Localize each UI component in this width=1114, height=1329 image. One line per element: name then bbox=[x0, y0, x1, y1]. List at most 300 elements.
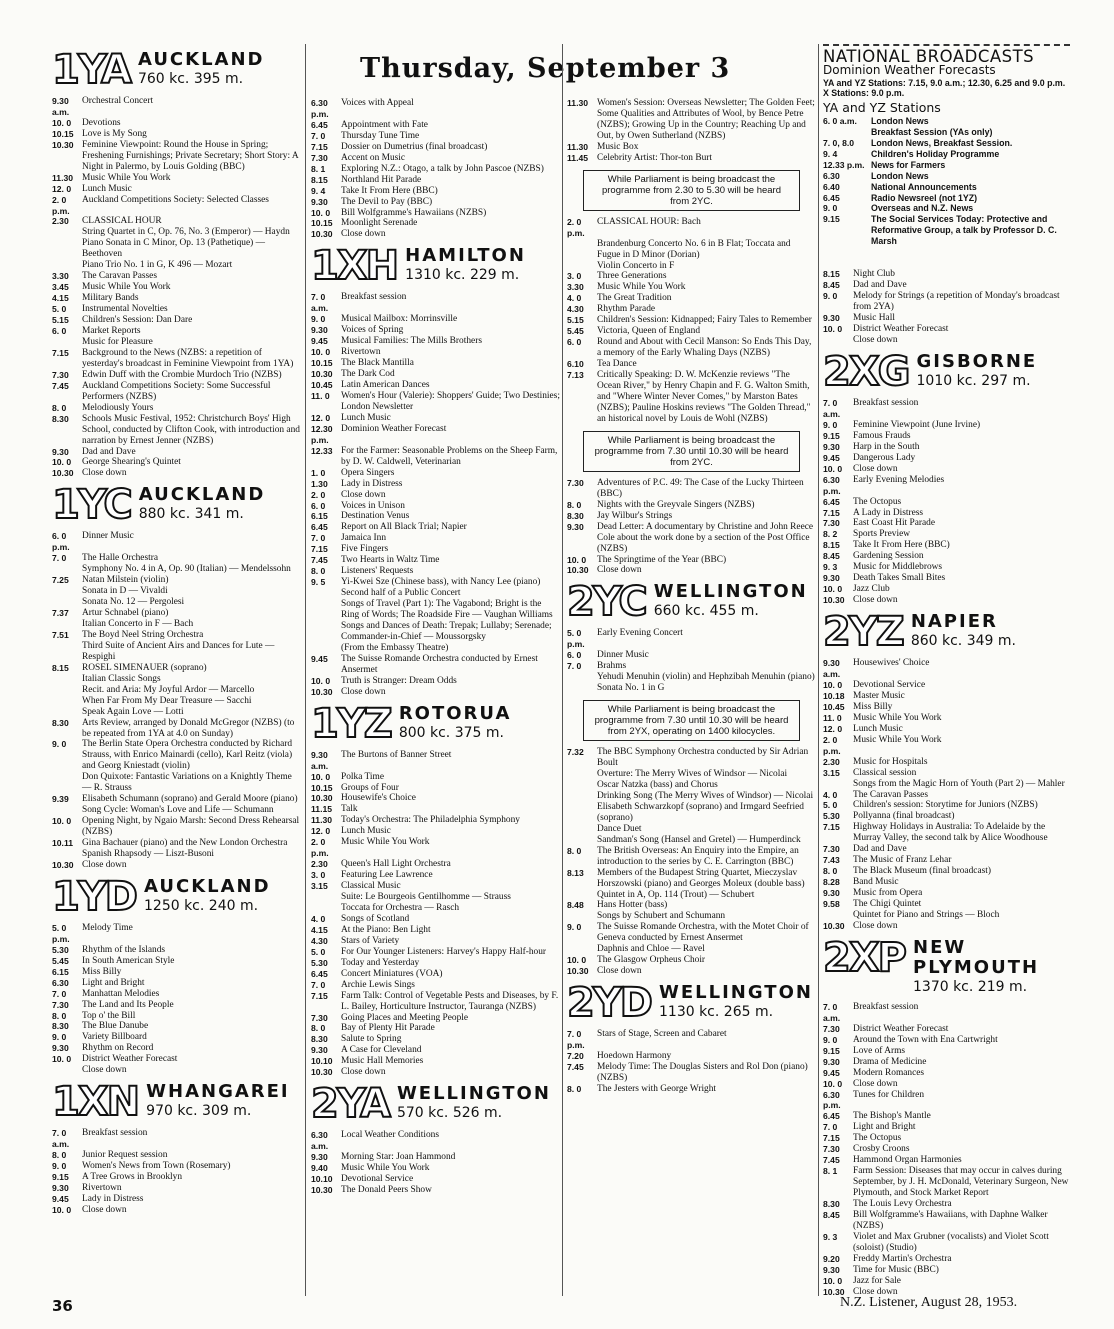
programme-title: Groups of Four bbox=[341, 782, 399, 793]
programme-time: 9.30 bbox=[823, 313, 840, 324]
programme-entry bbox=[823, 899, 1070, 910]
programme-time bbox=[52, 805, 82, 816]
programme-time: 10.30 bbox=[52, 139, 74, 150]
programme-entry bbox=[311, 980, 560, 991]
national-broadcasts-heading: NATIONAL BROADCASTS bbox=[823, 44, 1070, 63]
programme-title: Dinner Music bbox=[82, 531, 134, 542]
programme-entry bbox=[823, 518, 1070, 529]
programme-title: Rivertown bbox=[82, 1183, 122, 1194]
station-call-sign: 2YD bbox=[567, 980, 651, 1027]
programme-entry bbox=[567, 922, 816, 944]
programme-time: 7. 0 bbox=[311, 130, 326, 141]
programme-title: Songs of Scotland bbox=[341, 913, 410, 924]
programme-entry bbox=[52, 216, 301, 227]
programme-entry bbox=[311, 881, 560, 892]
programme-time: 6. 0 bbox=[567, 337, 582, 348]
programme-title: Breakfast session bbox=[82, 1128, 148, 1139]
programme-entry bbox=[567, 661, 816, 672]
programme-title: Music for Pleasure bbox=[82, 336, 153, 347]
programme-entry bbox=[52, 1161, 301, 1172]
programme-title: District Weather Forecast bbox=[82, 1054, 178, 1065]
programme-title: Rivertown bbox=[341, 347, 381, 358]
programme-entry bbox=[311, 1130, 560, 1152]
programme-entry bbox=[52, 1194, 301, 1205]
programme-list bbox=[567, 1029, 816, 1095]
programme-entry bbox=[311, 1163, 560, 1174]
programme-title: Devotional Service bbox=[341, 1174, 414, 1185]
station-call-sign: 1YC bbox=[52, 482, 131, 529]
programme-time: 9.15 bbox=[52, 1172, 69, 1183]
programme-time: 10.30 bbox=[311, 229, 333, 240]
programme-entry bbox=[52, 1011, 301, 1022]
programme-entry bbox=[567, 315, 816, 326]
programme-entry bbox=[567, 791, 816, 802]
programme-entry bbox=[311, 566, 560, 577]
programme-title: The Devil to Pay (BBC) bbox=[341, 196, 433, 207]
programme-title: Second half of a Public Concert bbox=[341, 588, 461, 599]
programme-entry bbox=[311, 208, 560, 219]
programme-time: 10.30 bbox=[311, 793, 333, 804]
programme-time: 5. 0 p.m. bbox=[567, 628, 585, 650]
programme-entry bbox=[311, 958, 560, 969]
programme-entry bbox=[52, 663, 301, 674]
programme-time: 10. 0 bbox=[823, 1078, 843, 1089]
programme-entry bbox=[52, 923, 301, 945]
programme-time: 12. 0 bbox=[823, 723, 843, 734]
station-header bbox=[567, 980, 816, 1027]
programme-title: Devotions bbox=[82, 117, 121, 128]
programme-time: 10. 0 bbox=[52, 1204, 72, 1215]
programme-title: Song Cycle: Woman's Love and Life — Schumann bbox=[82, 805, 274, 816]
programme-title: Opera Singers bbox=[341, 467, 395, 478]
programme-entry bbox=[823, 1265, 1070, 1276]
programme-time: 10.30 bbox=[52, 468, 74, 479]
programme-entry bbox=[52, 326, 301, 337]
programme-title: Auckland Competitions Society: Selected Classes bbox=[82, 194, 269, 205]
programme-entry bbox=[823, 1199, 1070, 1210]
programme-title: Truth is Stranger: Dream Odds bbox=[341, 675, 457, 686]
programme-entry bbox=[311, 153, 560, 164]
programme-time: 2. 0 p.m. bbox=[52, 194, 70, 216]
programme-time: 7. 0 a.m. bbox=[311, 292, 329, 314]
programme-time: 8. 0 bbox=[52, 1010, 67, 1021]
programme-entry bbox=[823, 464, 1070, 475]
programme-title: District Weather Forecast bbox=[853, 324, 949, 335]
programme-title: Music While You Work bbox=[341, 1163, 430, 1174]
programme-title: Listeners' Requests bbox=[341, 566, 414, 577]
programme-entry bbox=[52, 129, 301, 140]
programme-entry bbox=[52, 956, 301, 967]
programme-title: The BBC Symphony Orchestra conducted by Sir Adrian Boult bbox=[597, 747, 809, 769]
programme-entry bbox=[311, 391, 560, 413]
programme-entry bbox=[52, 860, 301, 871]
programme-entry bbox=[823, 658, 1070, 680]
programme-title: Celebrity Artist: Thor-ton Burt bbox=[597, 152, 712, 163]
programme-entry bbox=[311, 687, 560, 698]
programme-entry bbox=[311, 903, 560, 914]
programme-entry bbox=[823, 680, 1070, 691]
programme-time: 10. 0 bbox=[52, 117, 72, 128]
programme-title: Women's Hour (Valerie): Shoppers' Guide; Two Destinies; London Newsletter bbox=[341, 390, 560, 412]
programme-entry bbox=[311, 804, 560, 815]
programme-time: 12. 0 bbox=[311, 412, 331, 423]
station-call-sign: 2YZ bbox=[823, 609, 903, 656]
programme-entry bbox=[311, 142, 560, 153]
programme-time bbox=[311, 892, 341, 903]
station-frequency: 1250 kc. 240 m. bbox=[144, 897, 259, 914]
programme-entry bbox=[823, 1276, 1070, 1287]
programme-title: Close down bbox=[82, 859, 127, 870]
programme-title: The Great Tradition bbox=[597, 293, 672, 304]
programme-time: 7. 0 a.m. bbox=[52, 1128, 70, 1150]
programme-title: Children's session: Storytime for Juniors (NZBS) bbox=[853, 800, 1038, 811]
programme-entry bbox=[52, 707, 301, 718]
station-frequency: 760 kc. 395 m. bbox=[137, 71, 244, 87]
programme-title: Dangerous Lady bbox=[853, 452, 916, 463]
programme-title: Overseas and N.Z. News bbox=[871, 203, 974, 214]
programme-entry bbox=[567, 282, 816, 293]
programme-time: 7. 0 bbox=[567, 661, 582, 672]
station-name: WELLINGTON bbox=[653, 581, 808, 603]
programme-title: Today and Yesterday bbox=[341, 957, 420, 968]
programme-title: Local Weather Conditions bbox=[341, 1130, 440, 1141]
programme-entry bbox=[52, 293, 301, 304]
programme-entry bbox=[52, 718, 301, 740]
programme-time: 7.45 bbox=[311, 555, 328, 566]
programme-time: 9.39 bbox=[52, 794, 69, 805]
programme-title: Music While You Work bbox=[82, 282, 171, 293]
programme-title: Accent on Music bbox=[341, 152, 406, 163]
programme-time: 10. 0 bbox=[823, 324, 843, 335]
programme-entry bbox=[52, 967, 301, 978]
programme-entry bbox=[311, 325, 560, 336]
station-call-sign: 2YC bbox=[567, 579, 646, 626]
programme-title: Bay of Plenty Hit Parade bbox=[341, 1023, 435, 1034]
programme-entry bbox=[311, 577, 560, 588]
programme-time: 8. 2 bbox=[823, 529, 838, 540]
programme-time: 7. 0 a.m. bbox=[823, 397, 841, 419]
programme-time: 12.33 p.m. bbox=[823, 159, 865, 170]
station-call-sign: 1XH bbox=[311, 243, 398, 290]
programme-time bbox=[311, 599, 341, 621]
programme-time: 4.30 bbox=[311, 935, 328, 946]
programme-entry bbox=[311, 424, 560, 446]
programme-time: 9. 0 bbox=[823, 1034, 838, 1045]
programme-entry bbox=[52, 1183, 301, 1194]
programme-list bbox=[52, 96, 301, 479]
programme-entry bbox=[311, 131, 560, 142]
programme-title: When Far From My Dear Treasure — Sacchi bbox=[82, 695, 252, 706]
programme-entry bbox=[52, 794, 301, 805]
programme-time bbox=[52, 674, 82, 685]
programme-time: 6.30 bbox=[823, 170, 840, 181]
programme-entry bbox=[567, 944, 816, 955]
programme-time: 9.58 bbox=[823, 899, 840, 910]
programme-time bbox=[567, 683, 597, 694]
programme-time: 7.45 bbox=[567, 1062, 584, 1072]
programme-entry bbox=[311, 588, 560, 599]
programme-entry bbox=[311, 229, 560, 240]
forecast-line: X Stations: 9.0 p.m. bbox=[823, 88, 905, 99]
station-header bbox=[52, 47, 301, 93]
programme-entry bbox=[311, 1152, 560, 1163]
programme-title: Classical Music bbox=[341, 881, 401, 892]
programme-entry bbox=[823, 844, 1070, 855]
programme-entry bbox=[567, 261, 816, 272]
programme-title: Quintet for Piano and Strings — Bloch bbox=[853, 910, 1000, 920]
programme-title: Sandman's Song (Hansel and Gretel) — Humperdinck bbox=[597, 834, 801, 845]
programme-entry bbox=[567, 890, 816, 901]
station-header bbox=[823, 934, 1070, 996]
programme-time: 10.10 bbox=[311, 1056, 333, 1067]
programme-title: Dominion Weather Forecast bbox=[341, 423, 447, 434]
programme-title: Close down bbox=[341, 1067, 386, 1078]
programme-list bbox=[52, 1128, 301, 1216]
programme-time: 8. 0 bbox=[311, 566, 326, 577]
programme-list bbox=[52, 923, 301, 1076]
station-header bbox=[52, 1079, 301, 1126]
programme-entry bbox=[52, 271, 301, 282]
programme-title: The Chigi Quintet bbox=[853, 899, 922, 910]
programme-title: Love of Arms bbox=[853, 1045, 906, 1056]
programme-title: Breakfast session bbox=[341, 292, 407, 303]
programme-title: Master Music bbox=[853, 690, 905, 701]
programme-time bbox=[52, 707, 82, 718]
programme-time bbox=[567, 261, 597, 272]
programme-time: 9.30 bbox=[823, 888, 840, 899]
programme-entry bbox=[567, 780, 816, 791]
programme-time bbox=[52, 849, 82, 860]
programme-entry bbox=[311, 1023, 560, 1034]
programme-title: Schools Music Festival, 1952: Christchurch Boys' High School, conducted by Clifton Cook, with introduction and narration by Ernest Jenner (NZBS) bbox=[82, 413, 300, 446]
programme-time: 8.15 bbox=[311, 174, 328, 185]
programme-entry bbox=[311, 175, 560, 186]
programme-title: Close down bbox=[853, 1078, 898, 1089]
programme-time: 11.30 bbox=[567, 98, 589, 108]
programme-title: Piano Trio No. 1 in G, K 496 — Mozart bbox=[82, 260, 233, 271]
programme-entry bbox=[823, 203, 1070, 214]
programme-entry bbox=[311, 490, 560, 501]
programme-entry bbox=[52, 370, 301, 381]
programme-entry bbox=[311, 870, 560, 881]
programme-title: Round and About with Cecil Manson: So Ends This Day, a memory of the Early Whaling Days (NZBS) bbox=[597, 337, 812, 359]
programme-time: 3.15 bbox=[311, 881, 328, 892]
programme-entry bbox=[311, 947, 560, 958]
programme-time bbox=[52, 685, 82, 696]
programme-time: 10. 0 bbox=[823, 463, 843, 474]
programme-time: 9.15 bbox=[823, 430, 840, 441]
programme-title: Drama of Medicine bbox=[853, 1056, 927, 1067]
programme-title: The Octopus bbox=[853, 496, 902, 507]
programme-entry bbox=[567, 511, 816, 522]
programme-title: The Bishop's Mantle bbox=[853, 1111, 931, 1122]
programme-time: 10. 0 bbox=[311, 771, 331, 782]
programme-title: Farm Session: Diseases that may occur in calves during September, by J. H. McDonald, Veterinary Surgeon, New Plymouth, and Stock Market Report bbox=[853, 1166, 1069, 1199]
programme-title: Orchestral Concert bbox=[82, 96, 154, 106]
programme-time bbox=[311, 643, 341, 654]
programme-list bbox=[567, 478, 816, 577]
programme-entry bbox=[567, 337, 816, 359]
national-list bbox=[823, 116, 1070, 247]
programme-title: The Suisse Romande Orchestra conducted by Ernest Ansermet bbox=[341, 653, 538, 675]
programme-time: 12. 0 bbox=[52, 183, 72, 194]
programme-title: The Blue Danube bbox=[82, 1021, 149, 1032]
programme-title: Opening Night, by Ngaio Marsh: Second Dress Rehearsal (NZBS) bbox=[82, 816, 300, 838]
programme-time: 11.30 bbox=[52, 172, 74, 183]
programme-entry bbox=[823, 1002, 1070, 1024]
programme-entry bbox=[52, 989, 301, 1000]
programme-entry bbox=[52, 1032, 301, 1043]
programme-time: 7.30 bbox=[823, 1023, 840, 1034]
programme-list bbox=[823, 398, 1070, 606]
programme-title: George Shearing's Quintet bbox=[82, 457, 181, 468]
programme-time: 10.30 bbox=[311, 1185, 333, 1196]
station-name: AUCKLAND bbox=[144, 875, 271, 897]
station-name: NAPIER bbox=[910, 611, 998, 633]
programme-time bbox=[311, 903, 341, 914]
programme-title: Archie Lewis Sings bbox=[341, 979, 415, 990]
programme-entry bbox=[823, 1144, 1070, 1155]
programme-time: 4.15 bbox=[52, 293, 69, 304]
programme-entry bbox=[311, 413, 560, 424]
programme-entry bbox=[311, 793, 560, 804]
programme-entry bbox=[311, 1174, 560, 1185]
programme-entry bbox=[823, 877, 1070, 888]
programme-list bbox=[567, 98, 816, 164]
programme-time: 9. 3 bbox=[823, 1231, 838, 1242]
station-name: WHANGAREI bbox=[146, 1081, 290, 1103]
station-frequency: 1010 kc. 297 m. bbox=[916, 372, 1031, 389]
programme-title: The Social Services Today: Protective and Reformative Group, a talk by Professor D. C. Marsh bbox=[871, 214, 1057, 247]
programme-entry bbox=[311, 892, 560, 903]
programme-title: Top o' the Bill bbox=[82, 1010, 136, 1021]
programme-time: 8.45 bbox=[823, 551, 840, 562]
programme-time: 9.30 bbox=[311, 196, 328, 207]
programme-title: Classical session bbox=[853, 767, 917, 778]
programme-title: Three Generations bbox=[597, 271, 667, 282]
programme-time: 8. 1 bbox=[311, 163, 326, 174]
programme-title: The Suisse Romande Orchestra, with the Motet Choir of Geneva conducted by Ernest Ansermet bbox=[597, 922, 809, 944]
programme-title: Time for Music (BBC) bbox=[853, 1264, 939, 1275]
programme-time: 8. 0 bbox=[567, 1083, 582, 1094]
programme-title: Jay Wilbur's Strings bbox=[597, 510, 673, 521]
programme-title: Exploring N.Z.: Otago, a talk by John Pascoe (NZBS) bbox=[341, 163, 544, 174]
programme-time: 2. 0 p.m. bbox=[823, 734, 841, 756]
programme-title: The Dark Cod bbox=[341, 369, 395, 380]
programme-entry bbox=[823, 453, 1070, 464]
programme-time: 10. 0 bbox=[52, 816, 72, 827]
programme-entry bbox=[52, 1150, 301, 1161]
programme-entry bbox=[311, 750, 560, 772]
programme-title: Music While You Work bbox=[853, 712, 942, 723]
programme-title: Highway Holidays in Australia: To Adelaide by the Murray Valley, the second talk by Alice Woodhouse bbox=[853, 822, 1048, 844]
programme-title: Lunch Music bbox=[341, 826, 391, 837]
station-name: HAMILTON bbox=[405, 245, 526, 267]
programme-entry bbox=[823, 1057, 1070, 1068]
programme-entry bbox=[311, 501, 560, 512]
programme-time: 5.15 bbox=[52, 315, 69, 326]
programme-time: 9. 4 bbox=[823, 148, 838, 159]
programme-entry bbox=[52, 282, 301, 293]
programme-entry bbox=[52, 227, 301, 238]
programme-time: 6.45 bbox=[823, 192, 840, 203]
programme-entry bbox=[567, 478, 816, 500]
programme-title: Manhattan Melodies bbox=[82, 988, 160, 999]
programme-time: 10. 0 bbox=[823, 584, 843, 595]
programme-title: Junior Request session bbox=[82, 1150, 168, 1161]
station-frequency: 660 kc. 455 m. bbox=[653, 603, 759, 620]
station-header bbox=[52, 482, 301, 529]
programme-entry bbox=[823, 551, 1070, 562]
programme-title: Devotional Service bbox=[853, 679, 926, 690]
programme-time bbox=[311, 588, 341, 599]
programme-time: 11.15 bbox=[311, 804, 333, 815]
programme-time: 10.30 bbox=[311, 686, 333, 697]
programme-title: Italian Classic Songs bbox=[82, 673, 161, 684]
programme-time: 5.30 bbox=[311, 957, 328, 968]
station-call-sign: 1XN bbox=[52, 1079, 139, 1126]
programme-title: Miss Billy bbox=[82, 966, 122, 977]
programme-title: Featuring Lee Lawrence bbox=[341, 870, 433, 881]
programme-title: Housewife's Choice bbox=[341, 793, 416, 804]
station-call-sign: 2XG bbox=[823, 348, 909, 395]
programme-title: Lady in Distress bbox=[82, 1193, 144, 1204]
programme-entry bbox=[311, 621, 560, 643]
programme-entry bbox=[52, 945, 301, 956]
programme-entry bbox=[567, 142, 816, 153]
programme-entry bbox=[311, 292, 560, 314]
programme-entry bbox=[52, 337, 301, 348]
programme-entry bbox=[52, 457, 301, 468]
programme-time: 5.30 bbox=[52, 944, 69, 955]
programme-time: 8. 1 bbox=[823, 1166, 838, 1177]
programme-time: 9.30 bbox=[52, 446, 69, 457]
programme-title: Voices of Spring bbox=[341, 325, 404, 336]
programme-entry bbox=[311, 511, 560, 522]
programme-title: Close down bbox=[597, 966, 642, 977]
programme-entry bbox=[823, 1166, 1070, 1199]
programme-time: 11.30 bbox=[567, 141, 589, 152]
programme-time: 10. 0 bbox=[311, 675, 331, 686]
programme-title: Sonata No. 12 — Pergolesi bbox=[82, 597, 185, 608]
programme-time bbox=[52, 641, 82, 663]
station-header bbox=[311, 1081, 560, 1128]
programme-time: 9.30 bbox=[311, 1045, 328, 1056]
programme-time bbox=[567, 835, 597, 846]
programme-time: 4. 0 bbox=[823, 789, 838, 800]
programme-title: Songs from the Magic Horn of Youth (Part 2) — Mahler bbox=[853, 778, 1065, 789]
programme-entry bbox=[567, 153, 816, 164]
programme-time: 8.15 bbox=[52, 662, 69, 673]
programme-title: Melodiously Yours bbox=[82, 402, 154, 413]
programme-entry bbox=[823, 335, 1070, 346]
programme-entry bbox=[823, 269, 1070, 280]
programme-entry bbox=[52, 641, 301, 663]
programme-entry bbox=[567, 1084, 816, 1095]
programme-time: 10.30 bbox=[52, 859, 74, 870]
programme-entry bbox=[52, 447, 301, 458]
programme-title: Jazz for Sale bbox=[853, 1275, 901, 1286]
programme-title: The Black Mantilla bbox=[341, 358, 414, 369]
programme-entry bbox=[823, 866, 1070, 877]
programme-title: Tea Dance bbox=[597, 359, 637, 370]
station-name: GISBORNE bbox=[916, 350, 1038, 372]
programme-time: 8.30 bbox=[311, 1034, 328, 1045]
programme-title: Jamaica Inn bbox=[341, 533, 387, 544]
programme-time: 8. 0 bbox=[567, 845, 582, 856]
programme-entry bbox=[311, 544, 560, 555]
programme-entry bbox=[52, 315, 301, 326]
